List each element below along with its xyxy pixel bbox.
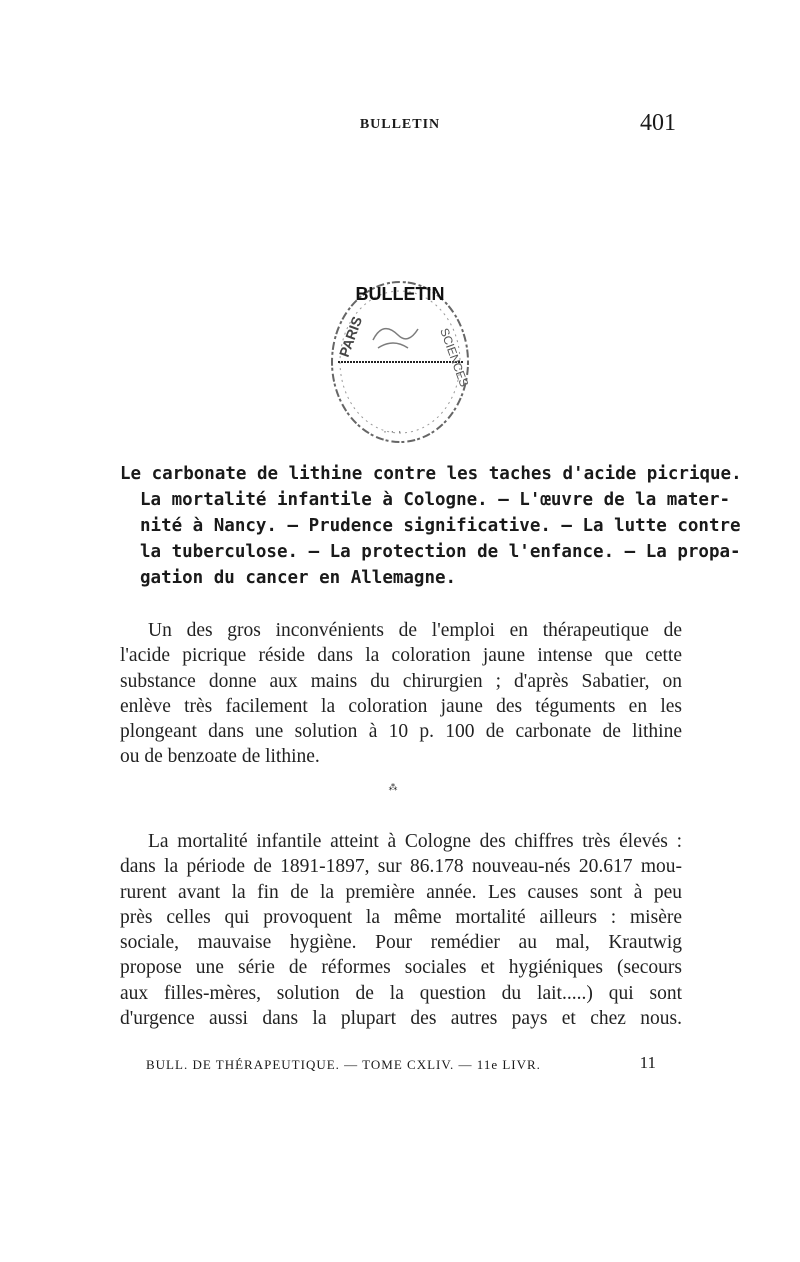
library-stamp	[328, 270, 478, 450]
footer-citation: BULL. DE THÉRAPEUTIQUE. — TOME CXLIV. — 11e LIVR.	[146, 1057, 541, 1072]
paragraph-line: enlève très facilement la coloration jaune des téguments en les	[120, 695, 682, 717]
summary-line: gation du cancer en Allemagne.	[140, 568, 457, 588]
summary-line: nité à Nancy. — Prudence significative. — La lutte contre	[140, 516, 741, 536]
svg-text:PARIS: PARIS	[335, 314, 366, 360]
paragraph-line: La mortalité infantile atteint à Cologne des chiffres très élevés :	[148, 831, 682, 852]
paragraph-line: près celles qui provoquent la même mortalité ailleurs : misère	[120, 906, 682, 928]
svg-text:· · ·: · · ·	[383, 424, 402, 438]
running-title: BULLETIN	[359, 117, 441, 132]
stamp-label: BULLETIN	[355, 284, 445, 304]
asterism-separator: ⁂	[388, 783, 398, 793]
summary-line: La mortalité infantile à Cologne. — L'œuvre de la mater-	[140, 490, 731, 510]
paragraph-line: Un des gros inconvénients de l'emploi en thérapeutique de	[148, 620, 682, 641]
paragraph-line: aux filles-mères, solution de la question du lait.....) qui sont	[120, 982, 682, 1004]
section-summary	[120, 461, 742, 591]
signature-mark: 11	[639, 1053, 656, 1072]
paragraph-line: ou de benzoate de lithine.	[120, 746, 320, 768]
paragraph-line: d'urgence aussi dans la plupart des autres pays et chez nous.	[120, 1008, 682, 1030]
page-footer	[146, 1053, 656, 1073]
paragraph-line: plongeant dans une solution à 10 p. 100 de carbonate de lithine	[120, 721, 682, 743]
summary-line: la tuberculose. — La protection de l'enfance. — La propa-	[140, 542, 741, 562]
paragraph-line: sociale, mauvaise hygiène. Pour remédier au mal, Krautwig	[120, 932, 682, 954]
paragraph-line: dans la période de 1891-1897, sur 86.178 nouveau-nés 20.617 mou-	[120, 856, 682, 878]
summary-line: Le carbonate de lithine contre les taches d'acide picrique.	[120, 464, 742, 484]
page-number: 401	[640, 110, 676, 136]
paragraph-line: propose une série de réformes sociales et hygiéniques (secours	[120, 957, 682, 979]
paragraph-line: substance donne aux mains du chirurgien ; d'après Sabatier, on	[120, 670, 682, 692]
paragraph-picric-acid	[120, 618, 682, 770]
paragraph-line: rurent avant la fin de la première année. Les causes sont à peu	[120, 881, 682, 903]
paragraph-line: l'acide picrique réside dans la coloration jaune intense que cette	[120, 645, 682, 667]
paragraph-infant-mortality	[120, 829, 682, 1031]
svg-text:SCIENCES: SCIENCES	[437, 326, 472, 389]
